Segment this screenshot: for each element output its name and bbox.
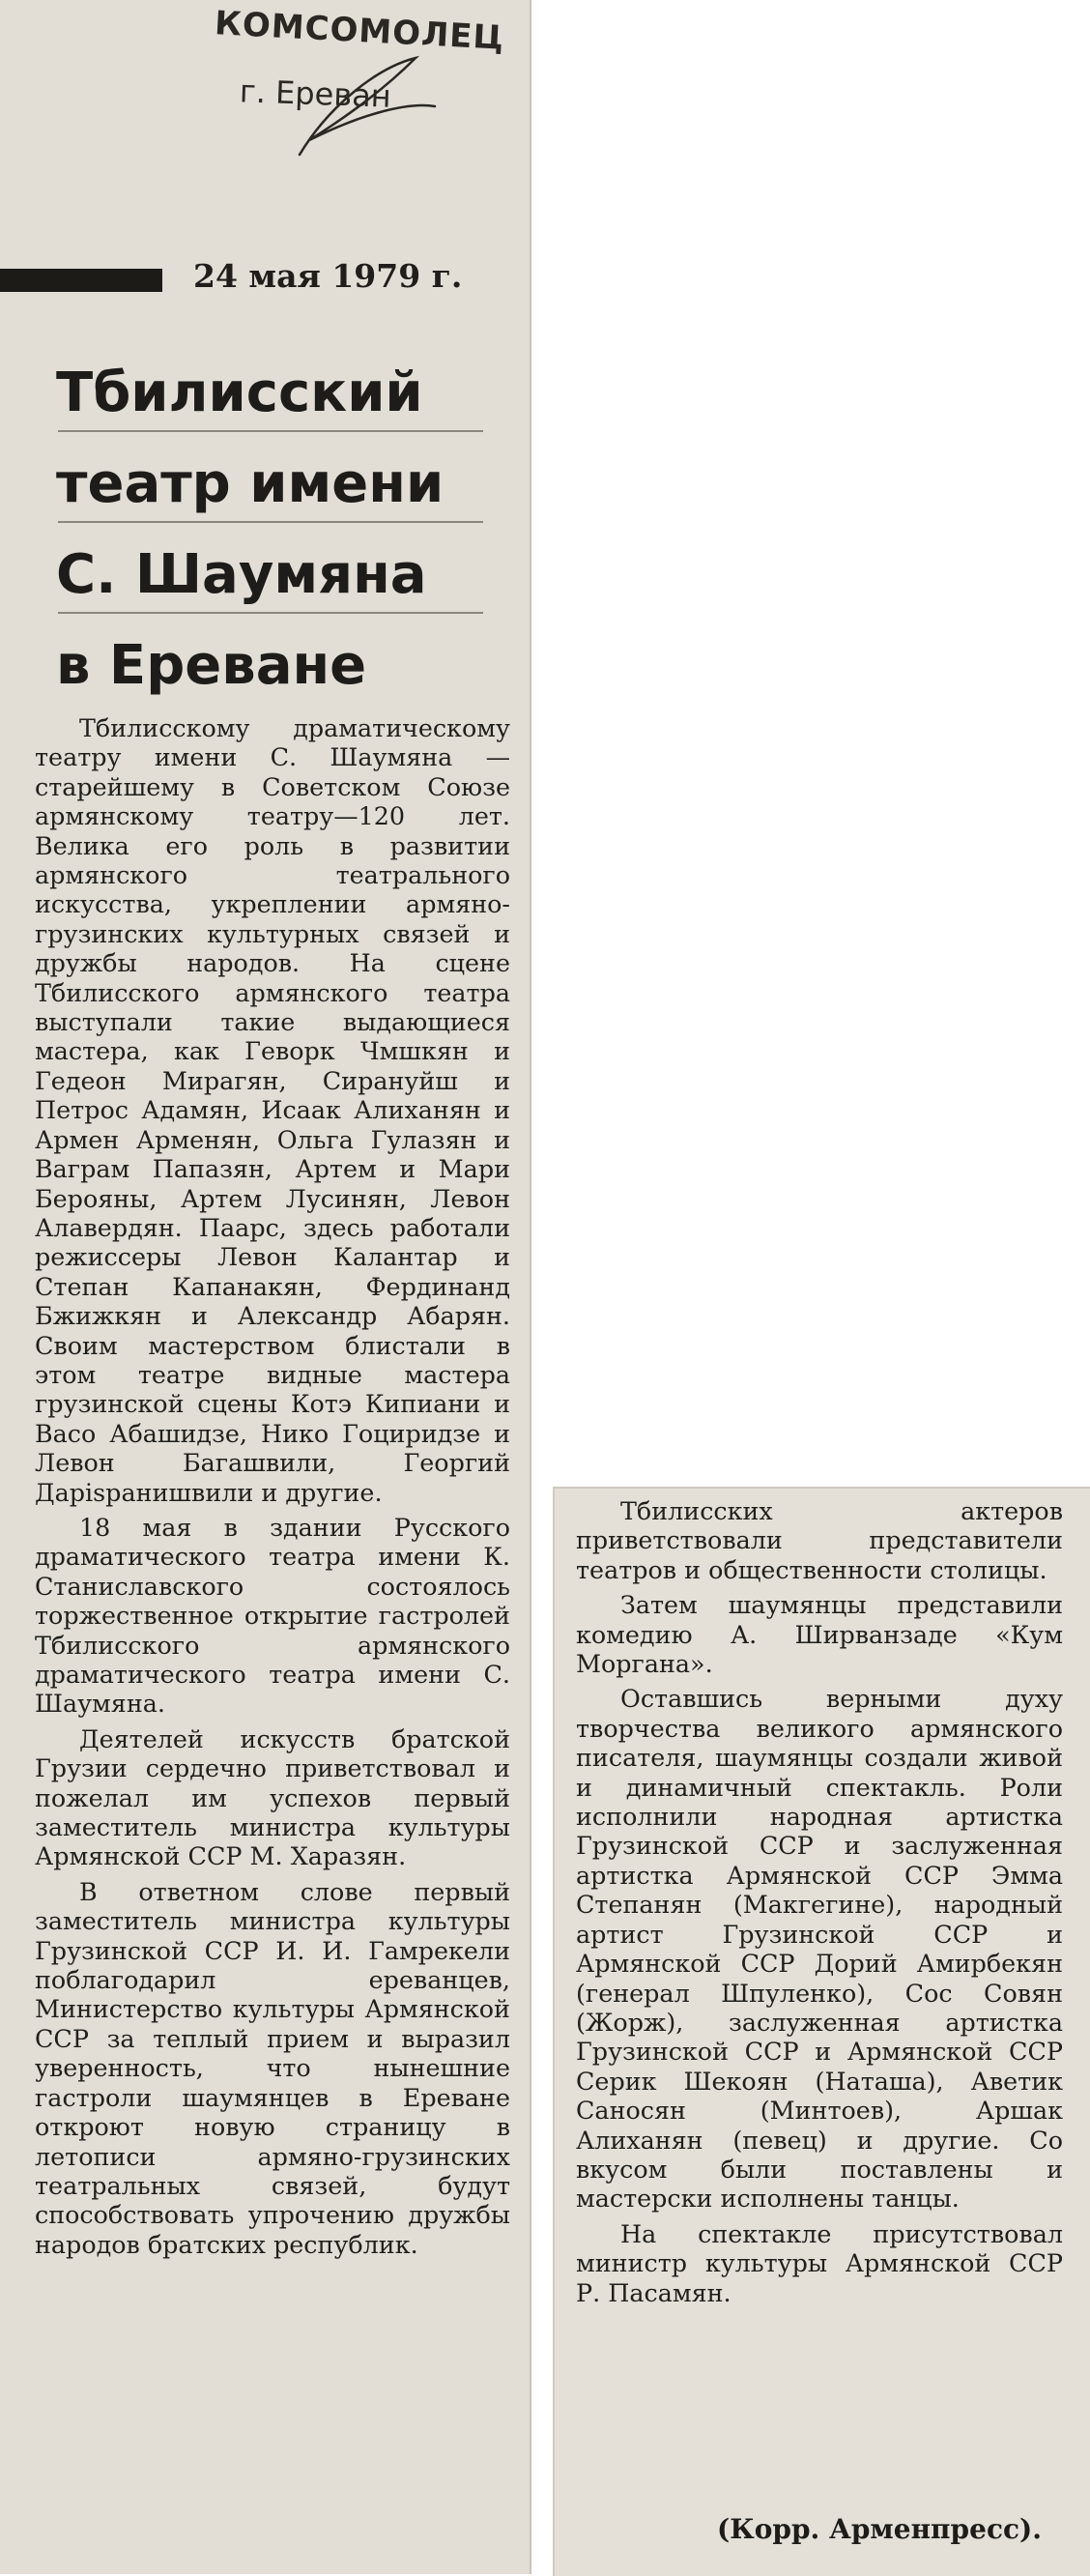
newspaper-stamp: КОМСОМОЛЕЦ [214,4,505,58]
headline-line: Тбилисский [56,362,423,424]
headline-line: С. Шаумяна [56,543,427,606]
article-headline [56,348,510,711]
headline-line: в Ереване [56,634,367,697]
article-column-right [576,1496,1063,2313]
headline-rule [58,430,483,432]
article-paragraph: В ответном слове первый заместитель министра культуры Грузинской ССР И. И. Гамрекели поблагодарил ереванцев, Министерство культуры Армянской ССР за теплый прием и выразил уверенность, что нынешние гастроли шаумянцев в Ереване откроют новую страницу в летописи армяно-грузинских театральных связей, будут способствовать упрочению дружбы народов братских республик. [35,1876,510,2259]
city-stamp: г. Ереван [239,72,392,115]
publication-date: 24 мая 1979 г. [193,257,463,295]
article-paragraph: Оставшись верными духу творчества великого армянского писателя, шаумянцы создали живой и динамичный спектакль. Роли исполнили народная артистка Грузинской ССР и заслуженная артистка Армянской ССР Эмма Степанян (Макгегине), народный артист Грузинской ССР и Армянской ССР Дорий Амирбекян (генерал Шпуленко), Сос Совян (Жорж), заслуженная артистка Грузинской ССР и Армянской ССР Серик Шекоян (Наташа), Аветик Саносян (Минтоев), Аршак Алиханян (певец) и другие. Со вкусом были поставлены и мастерски исполнены танцы. [576,1684,1063,2214]
headline-rule [58,521,483,523]
article-paragraph: Деятелей искусств братской Грузии сердечно приветствовал и пожелал им успехов первый заместитель министра культуры Армянской ССР М. Харазян. [35,1723,510,1871]
headline-line: театр имени [56,452,445,515]
article-paragraph: На спектакле присутствовал министр культуры Армянской ССР Р. Пасамян. [576,2218,1063,2307]
article-paragraph: 18 мая в здании Русского драматического театра имени К. Станиславского состоялось торжественное открытие гастролей Тбилисского армянского драматического театра имени С. Шаумяна. [35,1512,510,1719]
headline-rule [58,612,483,614]
article-byline: (Корр. Арменпресс). [717,2513,1043,2545]
article-paragraph: Тбилисских актеров приветствовали представители театров и общественности столицы. [576,1496,1063,1584]
date-bar [0,269,162,292]
article-paragraph: Тбилисскому драматическому театру имени С. Шаумяна — старейшему в Советском Союзе армянскому театру—120 лет. Велика его роль в развитии армянского театрального искусства, укреплении армяно-грузинских культурных связей и дружбы народов. На сцене Тбилисского армянского театра выступали такие выдающиеся мастера, как Геворк Чмшкян и Гедеон Мирагян, Сирануйш и Петрос Адамян, Исаак Алиханян и Армен Арменян, Ольга Гулазян и Ваграм Папазян, Артем и Мари Берояны, Артем Лусинян, Левон Алавердян. Паарс, здесь работали режиссеры Левон Калантар и Степан Капанакян, Фердинанд Бжижкян и Александр Абарян. Своим мастерством блистали в этом театре видные мастера грузинской сцены Котэ Кипиани и Васо Абашидзе, Нико Гоциридзе и Левон Багашвили, Георгий Дарispaнишвили и другие. [35,713,510,1507]
article-paragraph: Затем шаумянцы представили комедию А. Ширванзаде «Кум Моргана». [576,1590,1063,1679]
pen-scribble-icon [271,48,445,164]
article-column-left [35,713,510,2265]
